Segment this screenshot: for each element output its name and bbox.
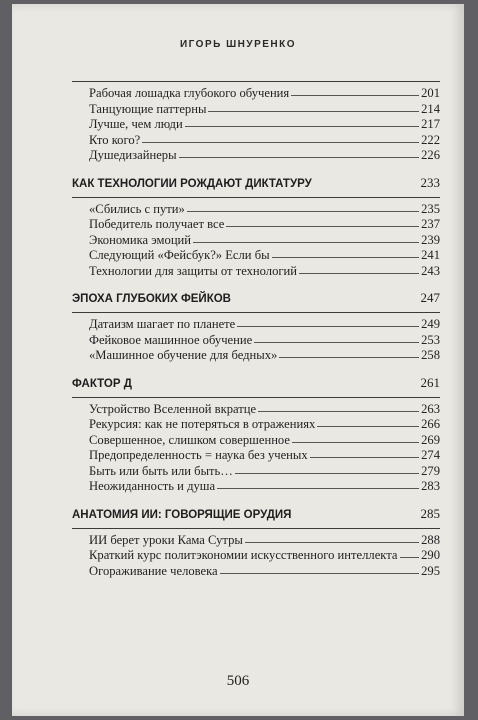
toc-entry [89, 448, 440, 464]
chapter-heading [72, 289, 440, 307]
chapter-title: ФАКТОР Д [72, 377, 132, 390]
entry-list [72, 202, 440, 280]
toc-entry [89, 533, 440, 549]
entry-title: Устройство Вселенной вкратце [89, 401, 257, 416]
entry-leader-line [217, 488, 419, 489]
entry-page-number: 253 [421, 332, 440, 347]
section-rule [72, 397, 440, 398]
entry-leader-line [235, 473, 419, 474]
toc-entry [89, 479, 440, 495]
chapter-page-number: 261 [420, 374, 440, 390]
entry-page-number: 237 [421, 217, 440, 231]
entry-leader-line [208, 111, 419, 112]
toc-section [72, 174, 440, 280]
entry-leader-line [317, 426, 419, 427]
chapter-heading [72, 374, 440, 392]
toc-section [72, 374, 440, 495]
entry-page-number: 269 [421, 432, 440, 447]
entry-page-number: 243 [421, 263, 440, 278]
entry-page-number: 295 [421, 563, 440, 578]
entry-title: Совершенное, слишком совершенное [89, 432, 290, 447]
entry-leader-line [220, 573, 419, 574]
entry-leader-line [254, 342, 419, 343]
entry-title: ИИ берет уроки Кама Сутры [89, 532, 243, 547]
entry-title: Краткий курс политэкономии искусственного интеллекта [89, 548, 398, 562]
toc-entry [89, 417, 440, 433]
entry-title: Технологии для защиты от технологий [89, 263, 298, 278]
toc-entry [89, 86, 440, 102]
entry-title: Лучше, чем люди [89, 117, 183, 131]
toc-section [72, 81, 440, 164]
entry-leader-line [291, 95, 419, 96]
entry-leader-line [193, 242, 419, 243]
toc-section [72, 505, 440, 580]
chapter-page-number: 247 [420, 290, 440, 305]
entry-title: Предопределенность = наука без ученых [89, 448, 308, 462]
toc-entry [89, 117, 440, 133]
entry-leader-line [179, 157, 420, 158]
page-number: 506 [226, 673, 250, 689]
entry-page-number: 222 [421, 132, 440, 147]
toc-entry [89, 564, 440, 580]
entry-list [72, 317, 440, 364]
entry-page-number: 279 [421, 463, 440, 478]
toc-entry [89, 202, 440, 218]
table-of-contents [72, 76, 440, 589]
entry-title: Быть или быть или быть… [89, 463, 233, 478]
entry-page-number: 249 [421, 317, 440, 331]
entry-leader-line [272, 257, 420, 258]
chapter-page-number: 233 [420, 174, 440, 190]
entry-page-number: 290 [421, 548, 440, 562]
entry-page-number: 274 [421, 448, 440, 462]
entry-title: Кто кого? [89, 132, 141, 147]
entry-page-number: 241 [421, 248, 440, 262]
entry-page-number: 217 [421, 117, 440, 131]
entry-page-number: 239 [421, 232, 440, 247]
section-rule [72, 528, 440, 529]
entry-page-number: 288 [421, 532, 440, 547]
entry-title: Огораживание человека [89, 563, 218, 578]
toc-entry [89, 148, 440, 164]
entry-leader-line [400, 557, 420, 558]
chapter-heading [72, 505, 440, 523]
entry-title: Датаизм шагает по планете [89, 317, 236, 331]
toc-entry [89, 133, 440, 149]
entry-title: Душедизайнеры [89, 148, 177, 162]
toc-entry [89, 402, 440, 418]
entry-leader-line [292, 442, 419, 443]
toc-entry [89, 548, 440, 564]
entry-page-number: 258 [421, 348, 440, 362]
chapter-page-number: 285 [420, 505, 440, 521]
entry-list [72, 86, 440, 164]
chapter-title: АНАТОМИЯ ИИ: ГОВОРЯЩИЕ ОРУДИЯ [72, 508, 292, 521]
entry-title: Следующий «Фейсбук?» Если бы [89, 248, 270, 262]
toc-entry [89, 464, 440, 480]
entry-leader-line [279, 357, 419, 358]
entry-page-number: 266 [421, 417, 440, 431]
toc-entry [89, 217, 440, 233]
entry-leader-line [245, 542, 419, 543]
entry-leader-line [187, 211, 419, 212]
entry-leader-line [237, 326, 419, 327]
toc-entry [89, 317, 440, 333]
toc-entry [89, 233, 440, 249]
entry-title: Экономика эмоций [89, 232, 192, 247]
toc-entry [89, 264, 440, 280]
entry-page-number: 201 [421, 86, 440, 100]
entry-list [72, 402, 440, 495]
entry-title: Победитель получает все [89, 217, 225, 231]
entry-title: Танцующие паттерны [89, 101, 207, 116]
entry-title: Рекурсия: как не потеряться в отражениях [89, 417, 316, 431]
entry-leader-line [258, 411, 419, 412]
entry-title: Неожиданность и душа [89, 479, 216, 493]
toc-entry [89, 433, 440, 449]
entry-title: «Машинное обучение для бедных» [89, 348, 278, 362]
running-head-author: ИГОРЬ ШНУРЕНКО [179, 39, 297, 50]
toc-entry [89, 348, 440, 364]
entry-leader-line [299, 273, 419, 274]
chapter-title: ЭПОХА ГЛУБОКИХ ФЕЙКОВ [72, 293, 231, 305]
entry-page-number: 283 [421, 479, 440, 493]
entry-title: «Сбились с пути» [89, 201, 185, 216]
section-rule [72, 312, 440, 313]
entry-list [72, 533, 440, 580]
section-rule [72, 197, 440, 198]
entry-leader-line [185, 126, 419, 127]
toc-entry [89, 102, 440, 118]
entry-page-number: 226 [421, 148, 440, 162]
toc-section [72, 289, 440, 364]
book-page [12, 4, 464, 716]
entry-leader-line [310, 457, 419, 458]
entry-title: Рабочая лошадка глубокого обучения [89, 86, 290, 100]
entry-page-number: 235 [421, 201, 440, 216]
toc-entry [89, 333, 440, 349]
entry-leader-line [226, 226, 419, 227]
entry-title: Фейковое машинное обучение [89, 332, 253, 347]
section-rule [72, 81, 440, 82]
toc-entry [89, 248, 440, 264]
entry-leader-line [142, 142, 419, 143]
chapter-title: КАК ТЕХНОЛОГИИ РОЖДАЮТ ДИКТАТУРУ [72, 177, 312, 190]
entry-page-number: 263 [421, 401, 440, 416]
chapter-heading [72, 174, 440, 192]
entry-page-number: 214 [421, 101, 440, 116]
